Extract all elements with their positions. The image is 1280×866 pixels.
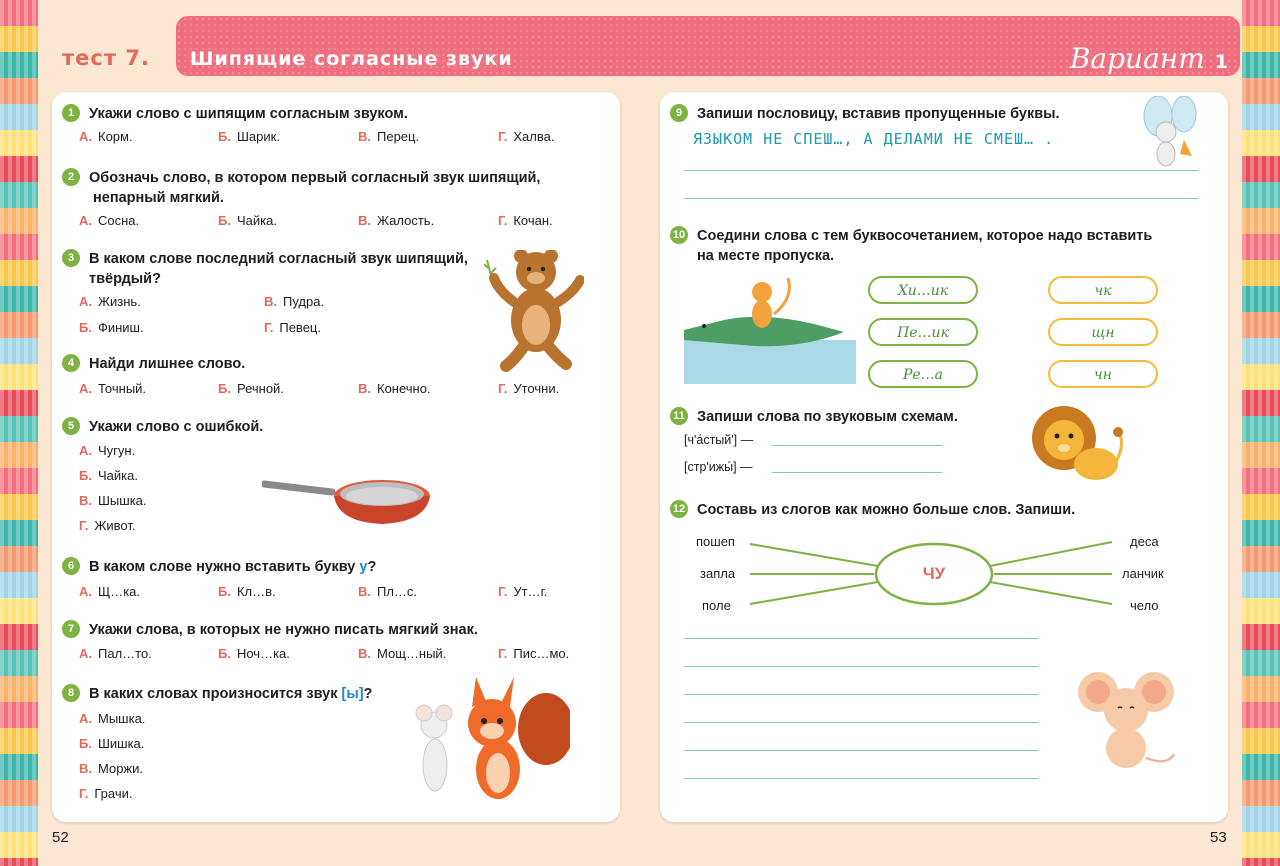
option-text: Чугун.	[98, 443, 136, 458]
option-d[interactable]	[79, 518, 135, 533]
option-b[interactable]	[218, 213, 277, 228]
option-text: Речной.	[236, 381, 284, 396]
decorative-stripes-left	[0, 0, 38, 866]
option-c[interactable]	[358, 213, 434, 228]
page-title: Шипящие согласные звуки	[190, 48, 513, 70]
question-number: 2	[62, 168, 80, 186]
option-text: Мышка.	[98, 711, 146, 726]
answer-line[interactable]	[684, 666, 1038, 667]
option-d[interactable]	[498, 646, 569, 661]
question-number: 7	[62, 620, 80, 638]
option-text: Кл…в.	[236, 584, 276, 599]
option-letter: А.	[79, 711, 92, 726]
option-letter: Б.	[79, 468, 92, 483]
bear-illustration	[484, 250, 584, 375]
question-number: 3	[62, 249, 80, 267]
option-letter: Г.	[498, 381, 508, 396]
decorative-stripes-right	[1242, 0, 1280, 866]
question-number: 6	[62, 557, 80, 575]
title-banner	[176, 16, 1240, 76]
option-letter: В.	[79, 761, 92, 776]
option-letter: Б.	[218, 584, 231, 599]
option-a[interactable]	[79, 443, 135, 458]
proverb-text: ЯЗЫКОМ НЕ СПЕШ…, А ДЕЛАМИ НЕ СМЕШ… .	[693, 130, 1055, 148]
option-letter: Г.	[498, 213, 508, 228]
option-b[interactable]	[79, 468, 138, 483]
question-text: В каком слове нужно вставить букву у?	[89, 559, 377, 575]
option-a[interactable]	[79, 294, 141, 309]
option-letter: В.	[358, 646, 371, 661]
question-text: Запиши пословицу, вставив пропущенные буквы.	[697, 106, 1060, 122]
option-text: Уточни.	[513, 381, 560, 396]
option-letter: В.	[358, 213, 371, 228]
test-label: тест 7.	[62, 46, 150, 70]
highlighted-letter: у	[359, 559, 368, 575]
combo-pill[interactable]: щн	[1048, 318, 1158, 346]
question-text: Укажи слова, в которых не нужно писать мягкий знак.	[89, 622, 478, 638]
option-c[interactable]	[264, 294, 324, 309]
option-text: Пал…то.	[98, 646, 152, 661]
option-b[interactable]	[218, 381, 284, 396]
question-text: Запиши слова по звуковым схемам.	[697, 409, 958, 425]
option-d[interactable]	[498, 129, 554, 144]
option-c[interactable]	[358, 646, 446, 661]
option-text: Кочан.	[513, 213, 553, 228]
question-number: 12	[670, 500, 688, 518]
option-letter: А.	[79, 381, 92, 396]
option-text: Конечно.	[377, 381, 431, 396]
option-b[interactable]	[79, 320, 144, 335]
sound-scheme: [ч'а́стый'] —	[684, 433, 754, 447]
question-text: Укажи слово с шипящим согласным звуком.	[89, 106, 408, 122]
word-pill[interactable]: Ре…а	[868, 360, 978, 388]
option-c[interactable]	[358, 381, 431, 396]
option-text: Щ…ка.	[98, 584, 141, 599]
option-text: Певец.	[279, 320, 321, 335]
option-letter: Б.	[79, 320, 92, 335]
option-a[interactable]	[79, 646, 152, 661]
answer-line[interactable]	[684, 694, 1038, 695]
squirrel-and-mouse-illustration	[410, 677, 570, 802]
option-letter: Г.	[79, 786, 89, 801]
option-text: Чайка.	[236, 213, 277, 228]
option-letter: В.	[358, 584, 371, 599]
center-syllable: ЧУ	[922, 564, 946, 583]
question-text: Составь из слогов как можно больше слов. Запиши.	[697, 502, 1076, 518]
option-b[interactable]	[218, 129, 280, 144]
syllable-right: ланчик	[1122, 566, 1164, 581]
option-letter: Б.	[218, 213, 231, 228]
question-text: Найди лишнее слово.	[89, 356, 246, 372]
answer-line[interactable]	[684, 722, 1038, 723]
option-letter: А.	[79, 294, 92, 309]
option-letter: А.	[79, 443, 92, 458]
answer-line[interactable]	[684, 750, 1038, 751]
option-a[interactable]	[79, 584, 140, 599]
option-letter: А.	[79, 646, 92, 661]
question-text: В каком слове последний согласный звук шипящий, твёрдый?	[89, 251, 468, 287]
option-d[interactable]	[79, 786, 133, 801]
option-letter: А.	[79, 129, 92, 144]
syllable-right: деса	[1130, 534, 1159, 549]
syllable-right: чело	[1130, 598, 1159, 613]
option-a[interactable]	[79, 711, 145, 726]
question-number: 5	[62, 417, 80, 435]
question-number: 10	[670, 226, 688, 244]
word-pill[interactable]: Хи…ик	[868, 276, 978, 304]
option-c[interactable]	[358, 129, 419, 144]
bee-illustration	[1136, 96, 1206, 171]
page-number-left: 52	[52, 829, 69, 846]
option-letter: Б.	[79, 736, 92, 751]
option-text: Жизнь.	[98, 294, 141, 309]
question-number: 4	[62, 354, 80, 372]
option-d[interactable]	[498, 381, 559, 396]
option-d[interactable]	[264, 320, 321, 335]
option-letter: Г.	[79, 518, 89, 533]
syllable-left: запла	[700, 566, 736, 581]
option-letter: Б.	[218, 129, 231, 144]
question-text: В каких словах произносится звук [ы]?	[89, 686, 373, 702]
option-text: Точный.	[98, 381, 147, 396]
question-text: Обозначь слово, в котором первый согласный звук шипящий, непарный мягкий.	[89, 170, 541, 206]
option-text: Пл…с.	[377, 584, 418, 599]
question-text: Укажи слово с ошибкой.	[89, 419, 264, 435]
option-text: Шарик.	[236, 129, 280, 144]
option-text: Чайка.	[97, 468, 138, 483]
option-text: Моржи.	[98, 761, 144, 776]
syllable-left: поле	[702, 598, 731, 613]
option-letter: Б.	[218, 646, 231, 661]
question-number: 8	[62, 684, 80, 702]
answer-line[interactable]	[684, 778, 1038, 779]
lion-illustration	[1030, 402, 1130, 492]
option-text: Халва.	[513, 129, 555, 144]
option-text: Грачи.	[94, 786, 133, 801]
question-number: 11	[670, 407, 688, 425]
option-text: Финиш.	[97, 320, 144, 335]
left-page-card	[52, 92, 620, 822]
option-c[interactable]	[358, 584, 417, 599]
option-text: Шишка.	[97, 736, 145, 751]
answer-line[interactable]	[772, 472, 942, 473]
option-letter: В.	[358, 381, 371, 396]
option-text: Живот.	[94, 518, 136, 533]
option-text: Сосна.	[98, 213, 140, 228]
question-number: 9	[670, 104, 688, 122]
option-letter: А.	[79, 213, 92, 228]
answer-line[interactable]	[684, 198, 1198, 199]
option-b[interactable]	[79, 736, 144, 751]
option-letter: Г.	[498, 646, 508, 661]
option-text: Пудра.	[283, 294, 325, 309]
option-text: Жалость.	[377, 213, 435, 228]
option-a[interactable]	[79, 213, 139, 228]
option-a[interactable]	[79, 381, 146, 396]
option-d[interactable]	[498, 584, 547, 599]
page-number-right: 53	[1210, 829, 1227, 846]
right-page-card	[660, 92, 1228, 822]
question-text: Соедини слова с тем буквосочетанием, которое надо вставить на месте пропуска.	[697, 228, 1153, 264]
option-text: Корм.	[98, 129, 133, 144]
highlighted-sound: [ы]	[341, 686, 364, 702]
option-text: Мощ…ный.	[377, 646, 447, 661]
option-letter: Г.	[264, 320, 274, 335]
option-letter: В.	[264, 294, 277, 309]
option-b[interactable]	[218, 584, 276, 599]
combo-pill[interactable]: чн	[1048, 360, 1158, 388]
option-d[interactable]	[498, 213, 553, 228]
variant-label	[1070, 42, 1228, 75]
option-text: Перец.	[377, 129, 420, 144]
option-text: Шышка.	[98, 493, 147, 508]
option-letter: Б.	[218, 381, 231, 396]
option-letter: Г.	[498, 584, 508, 599]
option-a[interactable]	[79, 129, 133, 144]
option-b[interactable]	[218, 646, 290, 661]
option-text: Ут…г.	[513, 584, 548, 599]
option-text: Пис…мо.	[513, 646, 570, 661]
option-text: Ноч…ка.	[236, 646, 290, 661]
option-letter: В.	[79, 493, 92, 508]
variant-word: Вариант	[1069, 42, 1205, 75]
frying-pan-illustration	[262, 470, 432, 530]
syllable-left: пошеп	[696, 534, 735, 549]
question-number: 1	[62, 104, 80, 122]
variant-number: 1	[1214, 51, 1228, 73]
option-letter: А.	[79, 584, 92, 599]
answer-line[interactable]	[684, 170, 1198, 171]
option-c[interactable]	[79, 493, 147, 508]
option-letter: Г.	[498, 129, 508, 144]
answer-line[interactable]	[684, 638, 1038, 639]
page-header	[40, 12, 1240, 80]
word-pill[interactable]: Пе…ик	[868, 318, 978, 346]
sound-scheme: [стр'ижы́] —	[684, 460, 753, 474]
option-c[interactable]	[79, 761, 143, 776]
option-letter: В.	[358, 129, 371, 144]
monkey-on-crocodile-illustration	[684, 268, 856, 384]
combo-pill[interactable]: чк	[1048, 276, 1158, 304]
answer-line[interactable]	[772, 445, 942, 446]
mouse-illustration	[1076, 662, 1176, 772]
